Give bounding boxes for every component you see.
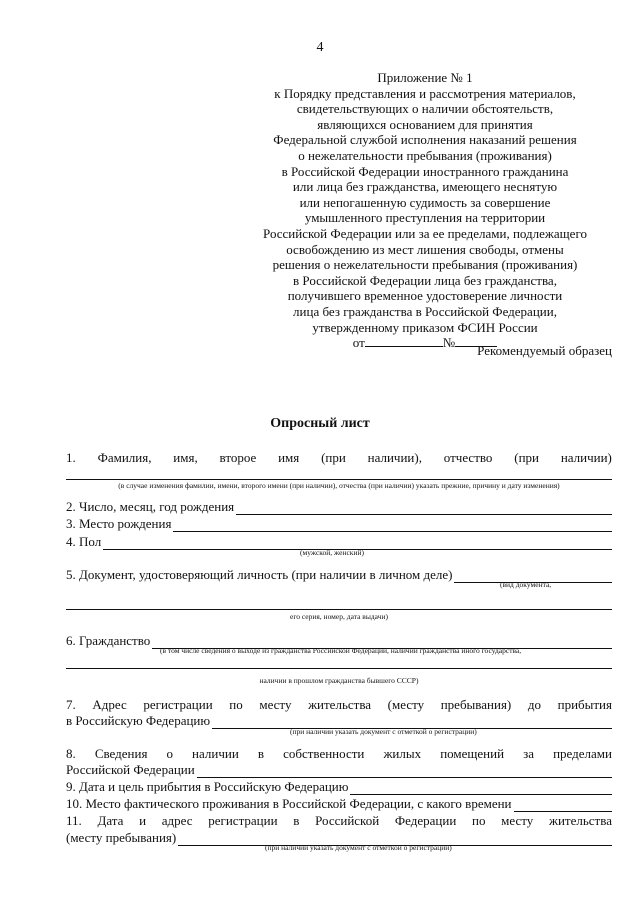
appendix-line: свидетельствующих о наличии обстоятельств, [296,101,554,117]
field-8-label: 8. Сведения о наличии в собственности жилых помещений за пределами [66,746,612,761]
field-4-hint: (мужской, женский) [300,548,364,557]
field-6-hint-1: (в том числе сведения о выходе из гражданства Российской Федерации, наличии гражданства иного государства, [160,646,522,655]
field-6-label: 6. Гражданство [66,633,151,648]
number-sign: № [442,335,456,351]
appendix-line: утвержденному приказом ФСИН России [312,319,538,335]
field-11-hint: (при наличии указать документ с отметкой о регистрации) [265,843,452,852]
field-10-label: 10. Место фактического проживания в Российской Федерации, с какого времени [66,796,512,811]
field-3-input-line[interactable] [173,520,612,532]
field-1-label: 1. Фамилия, имя, второе имя (при наличии), отчество (при наличии) [66,450,612,465]
appendix-line: в Российской Федерации иностранного гражданина [281,163,569,179]
field-10 [66,796,612,812]
appendix-line: лица без гражданства в Российской Федерации, [293,303,557,319]
field-8-input-line[interactable] [197,766,612,778]
field-1-hint: (в случае изменения фамилии, имени, второго имени (при наличии), отчества (при наличии) указать прежние, причину и дату изменения) [118,481,560,490]
field-9 [66,779,612,795]
field-9-label: 9. Дата и цель прибытия в Российскую Федерацию [66,779,349,794]
appendix-line: Российской Федерации или за ее пределами, подлежащего [263,225,587,241]
appendix-header [230,70,620,351]
form-title: Опросный лист [270,416,370,431]
appendix-line: Приложение № 1 [377,70,473,85]
field-11-label-2: (месту пребывания) [66,830,177,845]
appendix-line: освобождению из мест лишения свободы, отмены [286,241,564,257]
field-8-label-2: Российской Федерации [66,762,195,777]
field-7-label: 7. Адрес регистрации по месту жительства (месту пребывания) до прибытия [66,697,612,712]
field-6-hint-2: наличии в прошлом гражданства бывшего СССР) [259,676,419,685]
appendix-line: Федеральной службой исполнения наказаний решения [273,132,577,148]
order-date-blank [365,335,443,347]
field-6-input-line-2[interactable] [66,668,612,669]
field-2-input-line[interactable] [236,503,612,515]
appendix-line: получившего временное удостоверение личности [287,288,563,304]
appendix-line: о нежелательности пребывания (проживания) [298,147,552,163]
field-11-label: 11. Дата и адрес регистрации в Российской Федерации по месту жительства [66,813,612,828]
field-5-label: 5. Документ, удостоверяющий личность (при наличии в личном деле) [66,567,453,582]
field-8-line-2 [66,762,612,778]
field-1-input-line[interactable] [66,479,612,480]
field-5-input-line-2[interactable] [66,609,612,610]
field-2 [66,499,612,515]
appendix-line: являющихся основанием для принятия [317,116,533,132]
appendix-line: или непогашенную судимость за совершение [299,194,551,210]
field-10-input-line[interactable] [514,800,613,812]
field-4-label: 4. Пол [66,534,102,549]
appendix-line: или лица без гражданства, имеющего неснятую [292,179,558,195]
recommended-sample-label: Рекомендуемый образец [477,343,612,358]
page-number: 4 [316,40,324,55]
appendix-line: к Порядку представления и рассмотрения материалов, [274,85,576,101]
field-9-input-line[interactable] [350,783,612,795]
field-3-label: 3. Место рождения [66,516,172,531]
field-7-label-2: в Российскую Федерацию [66,713,211,728]
appendix-line: в Российской Федерации лица без гражданства, [293,272,557,288]
appendix-line: умышленного преступления на территории [304,210,546,226]
field-5-hint-2: его серия, номер, дата выдачи) [290,612,388,621]
date-prefix: от [352,335,365,351]
field-2-label: 2. Число, месяц, год рождения [66,499,235,514]
field-3 [66,516,612,532]
field-5-hint-1: (вид документа, [500,580,552,589]
field-7-hint: (при наличии указать документ с отметкой о регистрации) [290,727,477,736]
appendix-line: решения о нежелательности пребывания (проживания) [272,257,578,273]
